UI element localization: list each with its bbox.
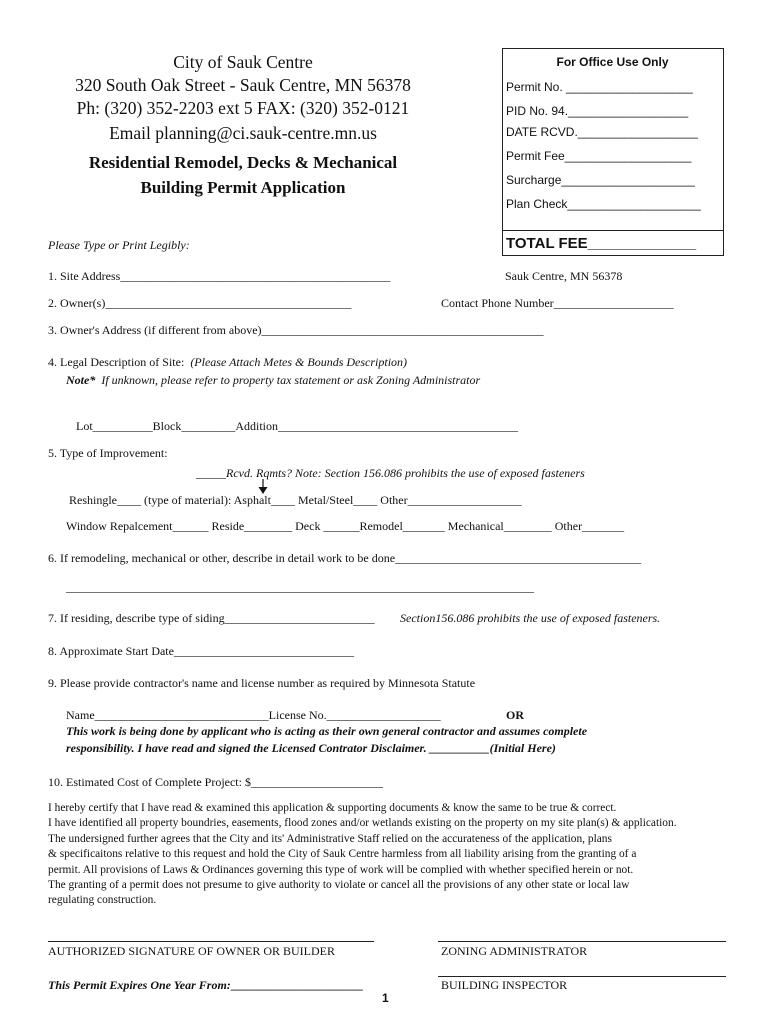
note-text: If unknown, please refer to property tax statement or ask Zoning Administrator bbox=[101, 373, 481, 387]
certify-line: & specificaitons relative to this request and hold the City of Sauk Centre harmless from all liability arising from the granting of a bbox=[48, 848, 637, 861]
or-label: OR bbox=[506, 708, 524, 722]
remodel-description-line2[interactable]: ______________________________________________________________________________ bbox=[66, 580, 534, 594]
owner-signature-line[interactable] bbox=[48, 941, 374, 942]
zoning-signature-line[interactable] bbox=[438, 941, 726, 942]
legal-description-label: 4. Legal Description of Site: bbox=[48, 355, 185, 369]
owner-field[interactable]: 2. Owner(s)_________________________________________ bbox=[48, 296, 352, 310]
window-reside-deck-row[interactable]: Window Repalcement______ Reside________ Deck ______Remodel_______ Mechanical________ Other_______ bbox=[66, 519, 625, 533]
lot-block-addition-field[interactable]: Lot__________Block_________Addition________________________________________ bbox=[76, 419, 518, 433]
date-rcvd-field[interactable]: DATE RCVD.__________________ bbox=[506, 125, 698, 139]
permit-no-field[interactable]: Permit No. ___________________ bbox=[506, 80, 693, 94]
total-divider bbox=[503, 230, 723, 231]
estimated-cost-field[interactable]: 10. Estimated Cost of Complete Project: $______________________ bbox=[48, 775, 383, 789]
plan-check-field[interactable]: Plan Check____________________ bbox=[506, 197, 701, 211]
note-label: Note* bbox=[66, 373, 96, 387]
office-use-box bbox=[502, 48, 724, 256]
form-title-line1: Residential Remodel, Decks & Mechanical bbox=[88, 153, 398, 172]
contractor-label: 9. Please provide contractor's name and license number as required by Minnesota Statute bbox=[48, 676, 476, 690]
page-number: 1 bbox=[382, 991, 389, 1005]
office-use-heading: For Office Use Only bbox=[556, 55, 669, 69]
owner-address-field[interactable]: 3. Owner's Address (if different from above)_______________________________________________ bbox=[48, 323, 544, 337]
certify-line: regulating construction. bbox=[48, 894, 157, 907]
certify-line: permit. All provisions of Laws & Ordinances governing this type of work will be complied with whether specified herein or not. bbox=[48, 863, 634, 876]
zoning-administrator-label: ZONING ADMINISTRATOR bbox=[441, 944, 588, 958]
permit-expires[interactable] bbox=[48, 978, 363, 993]
permit-fee-field[interactable]: Permit Fee___________________ bbox=[506, 149, 692, 163]
print-note: Please Type or Print Legibly: bbox=[48, 238, 190, 252]
city-name: City of Sauk Centre bbox=[173, 52, 313, 72]
inspector-signature-line[interactable] bbox=[438, 976, 726, 977]
certification-paragraph bbox=[48, 801, 738, 909]
legal-description bbox=[48, 355, 407, 370]
legal-note bbox=[66, 373, 480, 388]
site-city: Sauk Centre, MN 56378 bbox=[505, 269, 623, 283]
city-phone: Ph: (320) 352-2203 ext 5 FAX: (320) 352-0121 bbox=[76, 98, 410, 118]
total-fee-field[interactable]: TOTAL FEE_____________ bbox=[506, 235, 697, 252]
site-address-field[interactable]: 1. Site Address_____________________________________________ bbox=[48, 269, 391, 283]
contact-phone-field[interactable]: Contact Phone Number____________________ bbox=[441, 296, 674, 310]
certify-line: I have identified all property boundries, easements, flood zones and/or wetlands existing on the property on my site plan(s) & application. bbox=[48, 817, 677, 830]
type-improvement-label: 5. Type of Improvement: bbox=[48, 446, 168, 460]
applicant-statement-line1: This work is being done by applicant who is acting as their own general contractor and assumes complete bbox=[66, 724, 588, 738]
applicant-statement-line2[interactable]: responsibility. I have read and signed the Licensed Contrator Disclaimer. __________(Initial Here) bbox=[66, 741, 556, 755]
start-date-field[interactable]: 8. Approximate Start Date______________________________ bbox=[48, 644, 354, 658]
owner-signature-label: AUTHORIZED SIGNATURE OF OWNER OR BUILDER bbox=[48, 944, 335, 958]
remodel-description-field[interactable]: 6. If remodeling, mechanical or other, describe in detail work to be done_________________________________________ bbox=[48, 551, 642, 565]
rcvd-rqmts-note: _____Rcvd. Rqmts? Note: Section 156.086 prohibits the use of exposed fasteners bbox=[196, 466, 585, 480]
certify-line: The granting of a permit does not presume to give authority to violate or cancel all the provisions of any other state or local law bbox=[48, 879, 630, 892]
legal-description-hint: (Please Attach Metes & Bounds Description) bbox=[190, 355, 408, 369]
siding-note: Section156.086 prohibits the use of exposed fasteners. bbox=[400, 611, 661, 625]
permit-expires-label: This Permit Expires One Year From: bbox=[48, 978, 231, 992]
surcharge-field[interactable]: Surcharge____________________ bbox=[506, 173, 695, 187]
pid-no-field[interactable]: PID No. 94.__________________ bbox=[506, 104, 689, 118]
form-title-line2: Building Permit Application bbox=[140, 178, 346, 197]
certify-line: I hereby certify that I have read & examined this application & supporting documents & know the same to be true & correct. bbox=[48, 802, 617, 814]
permit-expires-blank[interactable]: ______________________ bbox=[230, 978, 363, 992]
city-email: Email planning@ci.sauk-centre.mn.us bbox=[109, 123, 377, 143]
reshingle-row[interactable]: Reshingle____ (type of material): Asphalt____ Metal/Steel____ Other___________________ bbox=[69, 493, 522, 507]
siding-field[interactable]: 7. If residing, describe type of siding_________________________ bbox=[48, 611, 375, 625]
name-license-field[interactable]: Name_____________________________License No.___________________ bbox=[66, 708, 441, 722]
certify-line: The undersigned further agrees that the City and its' Administrative Staff relied on the accurateness of the application, plans bbox=[48, 832, 612, 845]
building-inspector-label: BUILDING INSPECTOR bbox=[441, 978, 568, 992]
city-address: 320 South Oak Street - Sauk Centre, MN 56378 bbox=[75, 75, 411, 95]
